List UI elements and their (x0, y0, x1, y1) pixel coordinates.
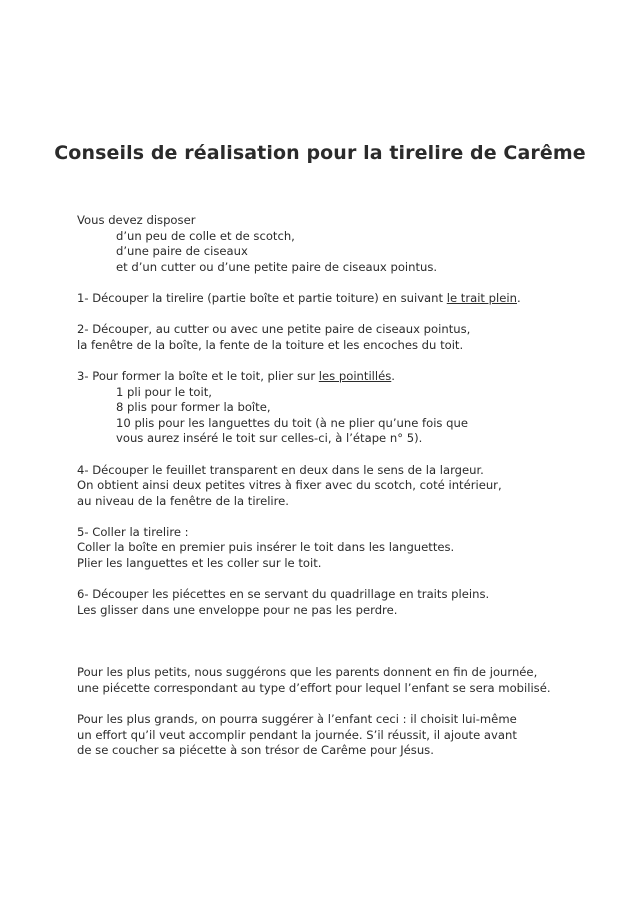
step-3-item: vous aurez inséré le toit sur celles-ci, à l’étape n° 5). (116, 431, 423, 446)
step-5-line: Plier les languettes et les coller sur le toit. (77, 556, 322, 571)
document-body (77, 213, 617, 759)
step-6-line: 6- Découper les piécettes en se servant du quadrillage en traits pleins. (77, 587, 490, 602)
step-6-line: Les glisser dans une enveloppe pour ne pas les perdre. (77, 602, 398, 617)
step-5-line: Coller la boîte en premier puis insérer le toit dans les languettes. (77, 540, 455, 555)
step-3-text: 3- Pour former la boîte et le toit, plier sur (77, 368, 319, 383)
intro-item: et d’un cutter ou d’une petite paire de ciseaux pointus. (116, 259, 438, 274)
note-big-line: de se coucher sa piécette à son trésor de Carême pour Jésus. (77, 743, 434, 758)
step-1 (77, 291, 617, 307)
step-3-underlined: les pointillés (318, 368, 392, 383)
intro-item: d’un peu de colle et de scotch, (116, 228, 295, 243)
note-big-line: un effort qu’il veut accomplir pendant la journée. S’il réussit, il ajoute avant (77, 727, 517, 742)
step-1-underlined: le trait plein (446, 290, 517, 305)
step-3-item: 10 plis pour les languettes du toit (à ne plier qu’une fois que (116, 415, 468, 430)
step-4-line: au niveau de la fenêtre de la tirelire. (77, 493, 289, 508)
step-3-item: 1 pli pour le toit, (116, 384, 212, 399)
step-4-line: 4- Découper le feuillet transparent en deux dans le sens de la largeur. (77, 462, 484, 477)
step-1-text: 1- Découper la tirelire (partie boîte et partie toiture) en suivant (77, 290, 447, 305)
note-big-line: Pour les plus grands, on pourra suggérer à l’enfant ceci : il choisit lui-même (77, 712, 517, 727)
step-2-line: la fenêtre de la boîte, la fente de la toiture et les encoches du toit. (77, 337, 464, 352)
note-small-line: Pour les plus petits, nous suggérons que les parents donnent en fin de journée, (77, 665, 538, 680)
step-4-line: On obtient ainsi deux petites vitres à fixer avec du scotch, coté intérieur, (77, 478, 502, 493)
step-1-end: . (516, 290, 521, 305)
page-title: Conseils de réalisation pour la tirelire de Carême (54, 142, 586, 164)
step-3-end: . (391, 368, 395, 383)
step-5-line: 5- Coller la tirelire : (77, 524, 189, 539)
step-3-item: 8 plis pour former la boîte, (116, 400, 271, 415)
intro-lead: Vous devez disposer (77, 213, 196, 227)
step-3 (77, 369, 617, 385)
intro-item: d’une paire de ciseaux (116, 244, 248, 259)
step-2-line: 2- Découper, au cutter ou avec une petite paire de ciseaux pointus, (77, 322, 471, 337)
note-small-line: une piécette correspondant au type d’effort pour lequel l’enfant se sera mobilisé. (77, 681, 551, 696)
